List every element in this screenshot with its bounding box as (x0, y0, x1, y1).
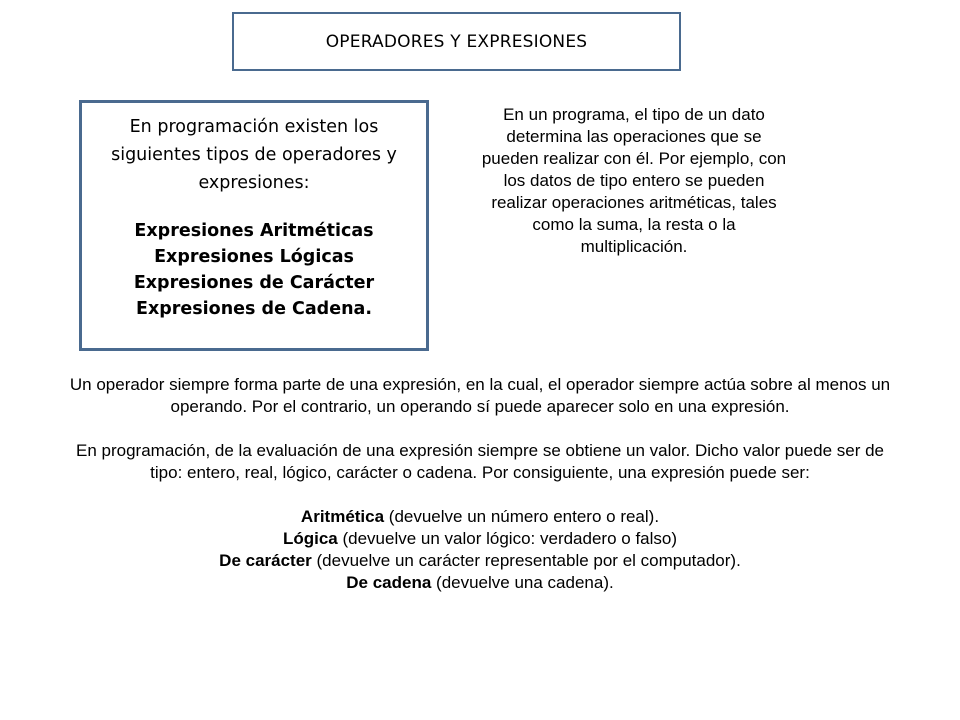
expression-explanation (60, 374, 900, 594)
kind-term: Lógica (282, 529, 338, 548)
slide-title-text: OPERADORES Y EXPRESIONES (325, 31, 588, 52)
kind-term: Aritmética (300, 507, 385, 526)
list-item: Expresiones Aritméticas (134, 221, 374, 241)
kind-desc: (devuelve una cadena). (431, 573, 614, 592)
kind-term: De cadena (346, 573, 432, 592)
types-intro: En programación existen los siguientes tipos de operadores y expresiones: (111, 117, 397, 193)
kind-term: De carácter (219, 551, 312, 570)
evaluation-paragraph: En programación, de la evaluación de una expresión siempre se obtiene un valor. Dicho valor puede ser de tipo: entero, real, lógico, carácter o cadena. Por consiguiente, una expresión puede ser: (76, 441, 884, 482)
kind-desc: (devuelve un valor lógico: verdadero o falso) (337, 529, 678, 548)
operator-types-box (79, 100, 429, 351)
list-item: Expresiones de Cadena. (136, 299, 372, 319)
slide-title (232, 12, 681, 71)
expression-kind-string (60, 572, 900, 594)
expression-kind-character (60, 550, 900, 572)
list-item: Expresiones de Carácter (133, 273, 375, 293)
operator-paragraph: Un operador siempre forma parte de una expresión, en la cual, el operador siempre actúa sobre al menos un operando. Por el contrario, un operando sí puede aparecer solo en una expresión. (69, 375, 891, 416)
types-list (82, 218, 426, 322)
expression-kind-logical (60, 528, 900, 550)
expression-kind-arithmetic (60, 506, 900, 528)
data-type-explanation: En un programa, el tipo de un dato determina las operaciones que se pueden realizar con él. Por ejemplo, con los datos de tipo entero se pueden realizar operaciones aritméticas, tales como la suma, la resta o la multiplicación. (481, 105, 787, 256)
list-item: Expresiones Lógicas (154, 247, 354, 267)
kind-desc: (devuelve un número entero o real). (384, 507, 660, 526)
kind-desc: (devuelve un carácter representable por el computador). (311, 551, 741, 570)
